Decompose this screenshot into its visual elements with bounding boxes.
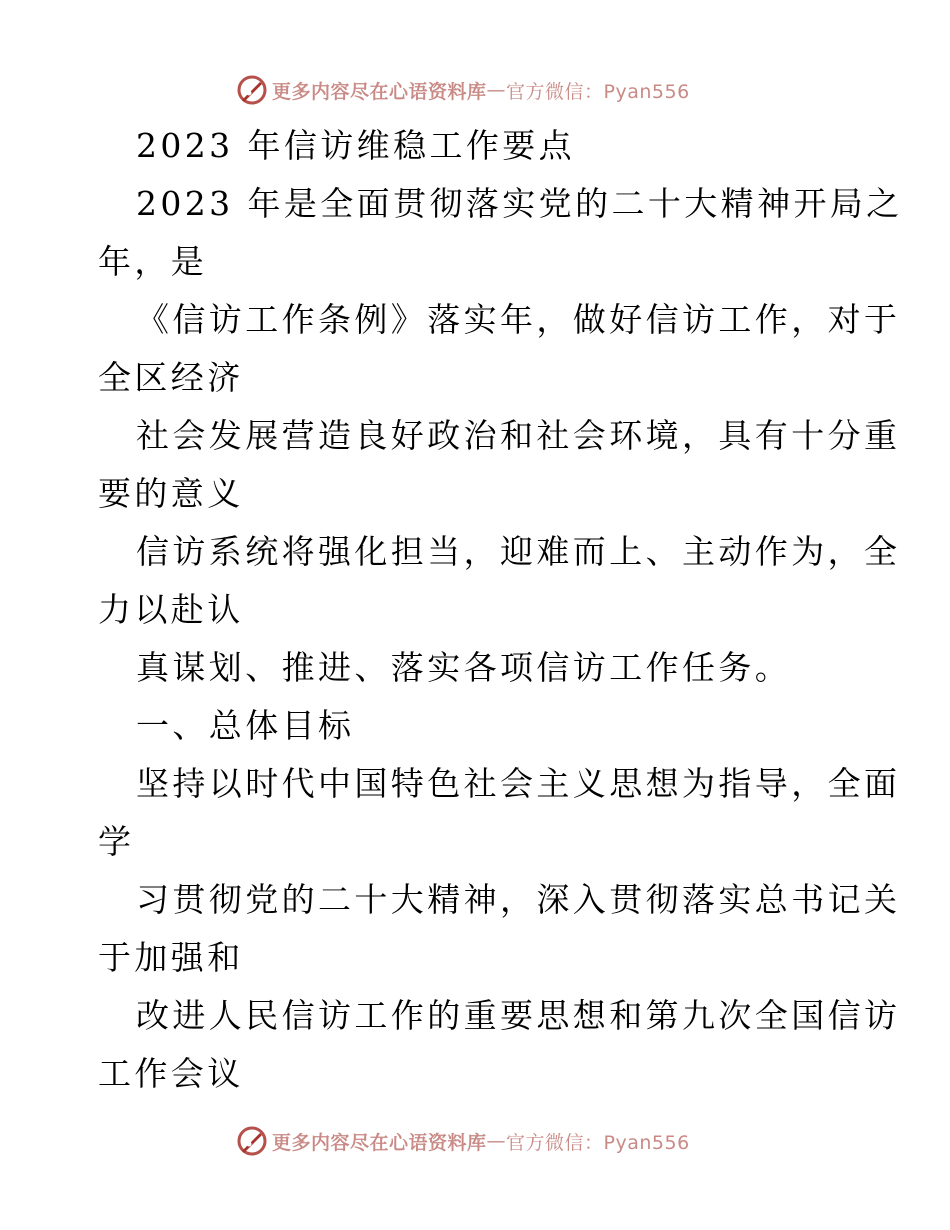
watermark-banner-top [236,73,690,107]
paragraph-line: 习贯彻党的二十大精神，深入贯彻落实总书记关 [136,880,901,919]
paragraph-line: 坚持以时代中国特色社会主义思想为指导，全面 [136,764,901,803]
paragraph-line: 力以赴认 [98,590,244,629]
watermark-text: 更多内容尽在心语资料库 [272,80,487,103]
watermark-wechat: 官方微信：Pyan556 [506,1131,690,1154]
paragraph-line: 2023 年是全面贯彻落实党的二十大精神开局之 [136,184,903,223]
watermark-wechat: 官方微信：Pyan556 [506,80,690,103]
paragraph-line: 真谋划、推进、落实各项信访工作任务。 [136,648,792,687]
paragraph-line: 全区经济 [98,358,244,397]
paragraph-line: 改进人民信访工作的重要思想和第九次全国信访 [136,996,901,1035]
watermark-separator: — [486,79,507,101]
paragraph-line: 于加强和 [98,938,244,977]
paragraph-line: 社会发展营造良好政治和社会环境，具有十分重 [136,416,901,455]
paragraph-line: 信访系统将强化担当，迎难而上、主动作为，全 [136,532,901,571]
document-title: 2023 年信访维稳工作要点 [136,126,576,165]
pen-logo-icon [236,1125,268,1157]
watermark-banner-bottom [236,1124,690,1158]
paragraph-line: 工作会议 [98,1054,244,1093]
paragraph-line: 学 [98,822,135,861]
paragraph-line: 《信访工作条例》落实年，做好信访工作，对于 [136,300,901,339]
pen-logo-icon [236,74,268,106]
paragraph-line: 年，是 [98,242,208,281]
watermark-text: 更多内容尽在心语资料库 [272,1131,487,1154]
paragraph-line: 要的意义 [98,474,244,513]
watermark-separator: — [486,1130,507,1152]
section-heading: 一、总体目标 [136,706,355,745]
